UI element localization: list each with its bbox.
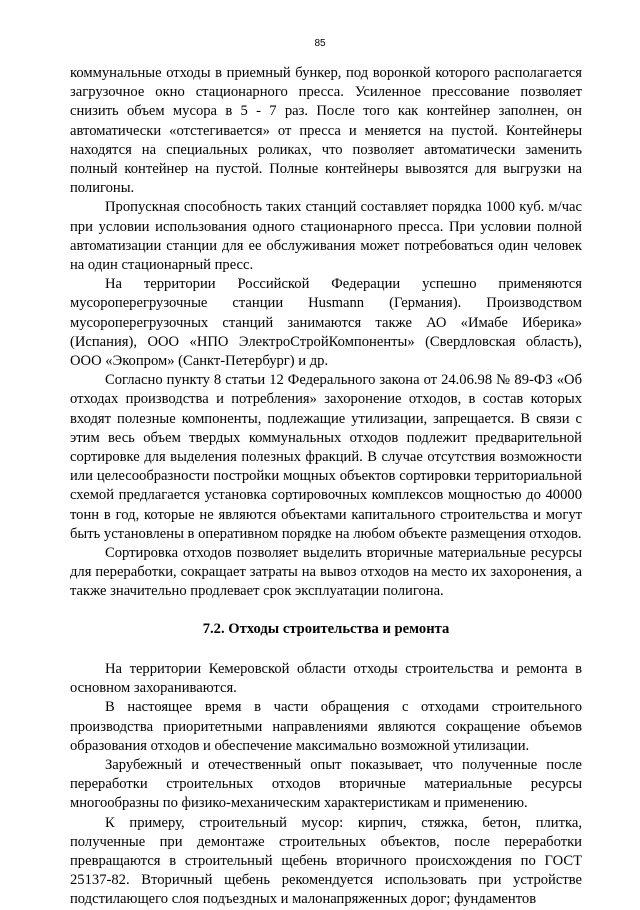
paragraph-example: К примеру, строительный мусор: кирпич, стяжка, бетон, плитка, полученные при демонтаже строительных объектов, после переработки превращаются в строительный щебень вторичного происхождения по ГОСТ 25137-82. Вторичный щебень рекомендуется использовать при устройстве подстилающего слоя подъездных и малонапряженных дорог; фундаментов: [70, 814, 582, 908]
paragraph-throughput: Пропускная способность таких станций составляет порядка 1000 куб. м/час при условии использования одного стационарного пресса. При условии полной автоматизации станции для ее обслуживания может потребоваться один человек на один стационарный пресс.: [70, 199, 582, 274]
paragraph-federal-law: Согласно пункту 8 статьи 12 Федерального закона от 24.06.98 № 89-ФЗ «Об отходах производства и потребления» захоронение отходов, в состав которых входят полезные компоненты, подлежащие утилизации, запрещается. В связи с этим весь объем твердых коммунальных отходов подлежит предварительной сортировке для выделения полезных фракций. В случае отсутствия возможности или целесообразности постройки мощных объектов сортировки территориальной схемой предлагается установка сортировочных комплексов мощностью до 40000 тонн в год, которые не являются объектами капитального строительства и могут быть установлены в оперативном порядке на любом объекте размещения отходов.: [70, 372, 582, 542]
page-body: [70, 64, 582, 910]
paragraph-kemerovo: На территории Кемеровской области отходы строительства и ремонта в основном захораниваются.: [70, 660, 582, 697]
paragraph-sorting: Сортировка отходов позволяет выделить вторичные материальные ресурсы для переработки, сокращает затраты на вывоз отходов на место их захоронения, а также значительно продлевает срок эксплуатации полигона.: [70, 545, 582, 600]
paragraph-manufacturers: На территории Российской Федерации успешно применяются мусороперегрузочные станции Husmann (Германия). Производством мусороперегрузочных станций занимаются также АО «Имабе Иберика» (Испания), ООО «НПО ЭлектроСтройКомпоненты» (Свердловская область), ООО «Экопром» (Санкт-Петербург) и др.: [70, 276, 582, 370]
page-number: 85: [314, 38, 326, 49]
paragraph-priorities: В настоящее время в части обращения с отходами строительного производства приоритетными направлениями являются сокращение объемов образования отходов и обеспечение максимально возможной утилизации.: [70, 699, 582, 754]
section-heading: 7.2. Отходы строительства и ремонта: [202, 620, 450, 637]
paragraph-experience: Зарубежный и отечественный опыт показывает, что полученные после переработки строительных отходов вторичные материальные ресурсы многообразны по физико-механическим характеристикам и применению.: [70, 756, 582, 812]
paragraph-continuation: коммунальные отходы в приемный бункер, под воронкой которого располагается загрузочное окно стационарного пресса. Усиленное прессование позволяет снизить объем мусора в 5 - 7 раз. После того как контейнер заполнен, он автоматически «отстегивается» от пресса и меняется на пустой. Контейнеры находятся на специальных роликах, что позволяет автоматически заменить полный контейнер на пустой. Полные контейнеры вывозятся для выгрузки на полигоны.: [70, 65, 582, 197]
